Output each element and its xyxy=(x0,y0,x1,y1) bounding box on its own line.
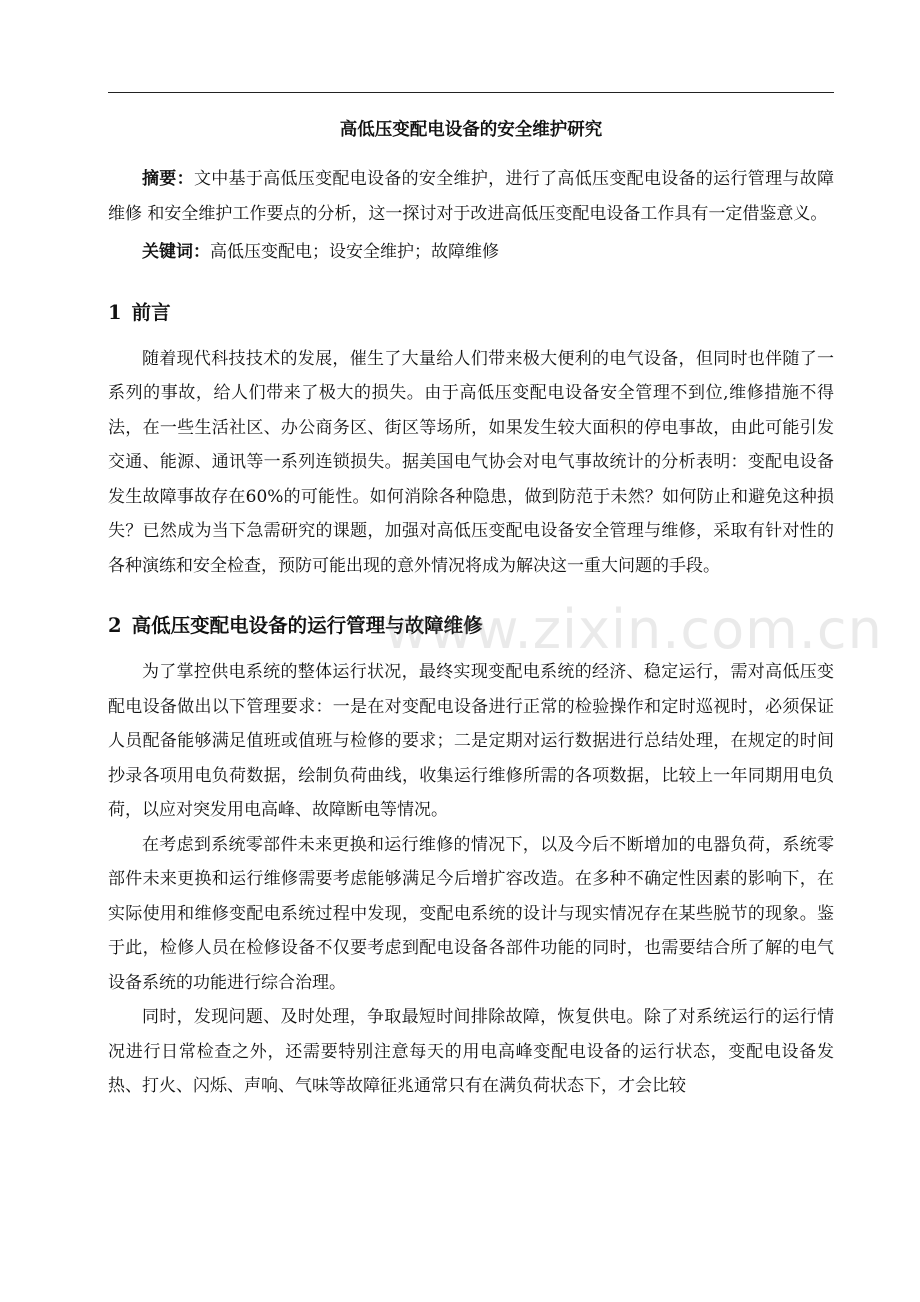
keywords xyxy=(108,235,834,270)
section-title-2: 高低压变配电设备的运行管理与故障维修 xyxy=(131,614,483,637)
document-body xyxy=(108,112,834,1104)
section-number-2: 2 xyxy=(108,614,122,637)
section-heading-2 xyxy=(108,609,834,643)
section-2-paragraph-1: 为了掌控供电系统的整体运行状况，最终实现变配电系统的经济、稳定运行，需对高低压变配电设备做出以下管理要求：一是在对变配电设备进行正常的检验操作和定时巡视时，必须保证人员配备能够满足值班或值班与检修的要求；二是定期对运行数据进行总结处理，在规定的时间抄录各项用电负荷数据，绘制负荷曲线，收集运行维修所需的各项数据，比较上一年同期用电负荷，以应对突发用电高峰、故障断电等情况。 xyxy=(108,662,834,820)
keywords-label: 关键词： xyxy=(142,242,210,262)
abstract xyxy=(108,162,834,231)
document-title: 高低压变配电设备的安全维护研究 xyxy=(339,120,603,140)
abstract-text: 文中基于高低压变配电设备的安全维护，进行了高低压变配电设备的运行管理与故障维修 和安全维护工作要点的分析，这一探讨对于改进高低压变配电设备工作具有一定借鉴意义。 xyxy=(108,169,835,224)
section-1-paragraph-1: 随着现代科技技术的发展，催生了大量给人们带来极大便利的电气设备，但同时也伴随了一系列的事故，给人们带来了极大的损失。由于高低压变配电设备安全管理不到位,维修措施不得法，在一些生活社区、办公商务区、街区等场所，如果发生较大面积的停电事故，由此可能引发交通、能源、通讯等一系列连锁损失。据美国电气协会对电气事故统计的分析表明：变配电设备发生故障事故存在60%的可能性。如何消除各种隐患，做到防范于未然？如何防止和避免这种损失？已然成为当下急需研究的课题，加强对高低压变配电设备安全管理与维修，采取有针对性的各种演练和安全检查，预防可能出现的意外情况将成为解决这一重大问题的手段。 xyxy=(108,348,834,576)
section-number-1: 1 xyxy=(108,300,122,324)
section-2-paragraph-3: 同时，发现问题、及时处理，争取最短时间排除故障，恢复供电。除了对系统运行的运行情况进行日常检查之外，还需要特别注意每天的用电高峰变配电设备的运行状态，变配电设备发热、打火、闪烁、声响、气味等故障征兆通常只有在满负荷状态下，才会比较 xyxy=(108,1007,834,1096)
section-heading-1 xyxy=(108,296,834,330)
section-2-paragraph-2: 在考虑到系统零部件未来更换和运行维修的情况下，以及今后不断增加的电器负荷，系统零部件未来更换和运行维修需要考虑能够满足今后增扩容改造。在多种不确定性因素的影响下，在实际使用和维修变配电系统过程中发现，变配电系统的设计与现实情况存在某些脱节的现象。鉴于此，检修人员在检修设备不仅要考虑到配电设备各部件功能的同时，也需要结合所了解的电气设备系统的功能进行综合治理。 xyxy=(108,834,834,993)
watermark-text: www.zixin.com.cn xyxy=(384,598,883,661)
keywords-text: 高低压变配电；设安全维护；故障维修 xyxy=(210,242,499,262)
section-title-1: 前言 xyxy=(131,300,171,324)
header-rule xyxy=(108,92,834,93)
abstract-label: 摘要： xyxy=(142,169,194,189)
